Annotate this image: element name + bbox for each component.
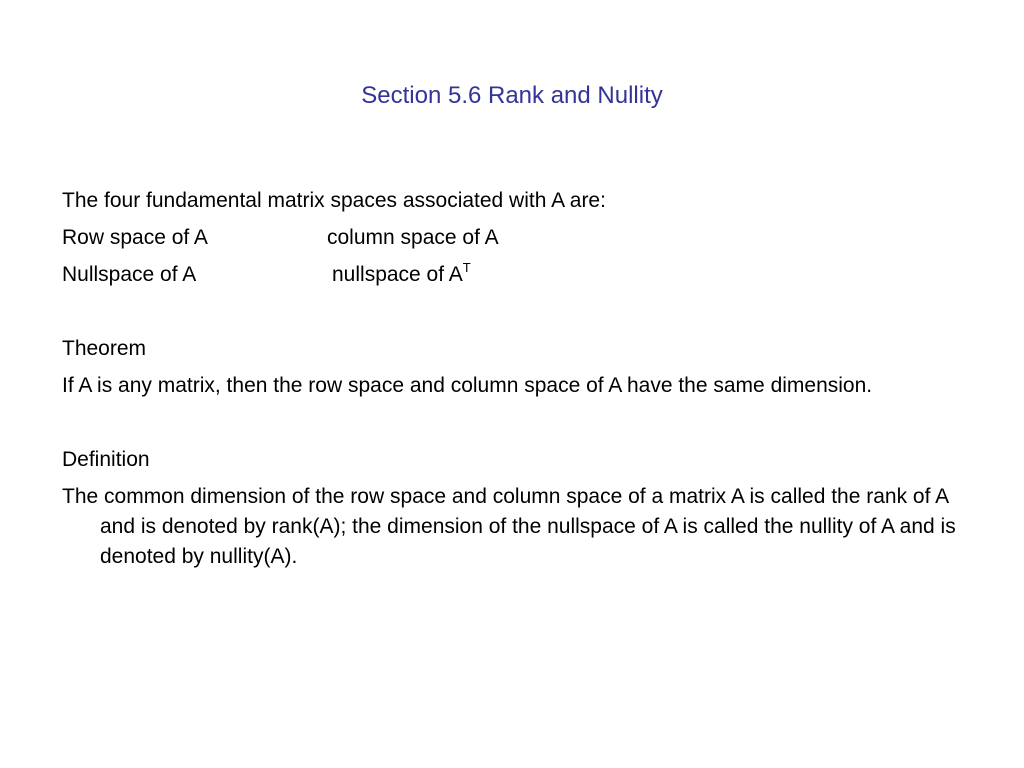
spacer — [62, 401, 962, 445]
transpose-superscript: T — [462, 260, 471, 275]
spaces-row-2 — [62, 260, 962, 297]
left-nullspace-label — [332, 260, 471, 290]
row-space-label: Row space of A — [62, 226, 208, 249]
nullspace-label: Nullspace of A — [62, 263, 197, 286]
definition-heading: Definition — [62, 448, 150, 471]
slide-body — [62, 186, 962, 572]
theorem-text: If A is any matrix, then the row space and column space of A have the same dimension. — [62, 374, 873, 397]
spaces-row-1 — [62, 223, 962, 260]
column-space-label: column space of A — [327, 226, 499, 249]
spacer — [62, 297, 962, 334]
definition-text: The common dimension of the row space and column space of a matrix A is called the rank of A and is denoted by rank(A); the dimension of the nullspace of A is called the nullity of A and is denoted by nullity(A). — [62, 485, 956, 568]
slide-title: Section 5.6 Rank and Nullity — [361, 82, 663, 109]
theorem-heading: Theorem — [62, 337, 147, 360]
left-nullspace-text: nullspace of A — [332, 263, 463, 286]
intro-text: The four fundamental matrix spaces associated with A are: — [62, 189, 606, 212]
